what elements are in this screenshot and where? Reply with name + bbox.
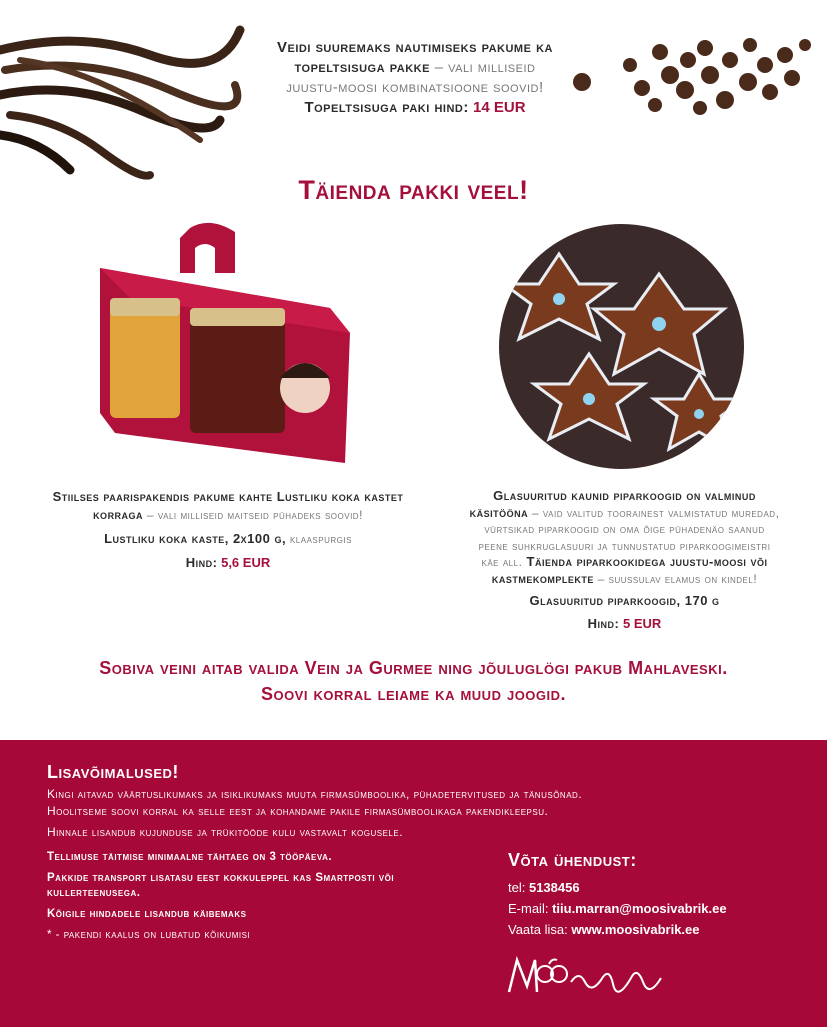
gingerbread-line5-bold: Täienda piparkookidega juustu-moosi või (522, 554, 768, 569)
moosivabrik-logo (505, 952, 665, 1002)
sauce-description (48, 488, 408, 578)
gingerbread-line2-lite: – vaid valitud toorainest valmistatud muredad, (528, 505, 780, 520)
gingerbread-title: Glasuuritud kaunid piparkoogid on valminud (493, 488, 756, 503)
email-label: E-mail: (508, 901, 549, 916)
double-pack-bold: topeltsisuga pakke (294, 59, 430, 76)
gingerbread-product: Glasuuritud piparkoogid, 170 g (529, 593, 720, 608)
drinks-line1: Sobiva veini aitab valida Vein ja Gurmee ning jõuluglögi pakub Mahlaveski. (99, 658, 728, 678)
drinks-note (0, 655, 827, 707)
peppercorn-image (560, 30, 820, 120)
contact-heading: Võta ühendust: (508, 850, 637, 870)
gingerbread-line2-bold: käsitööna (469, 504, 529, 520)
gingerbread-line6-lite: – suussulav elamus on kindel! (593, 571, 758, 586)
double-pack-line1: Veidi suuremaks nautimiseks pakume ka (277, 39, 553, 56)
gingerbread-price: 5 EUR (623, 615, 662, 631)
web-label: Vaata lisa: (508, 922, 568, 937)
sauce-product-lite: klaaspurgis (286, 532, 352, 546)
vanilla-image (0, 10, 245, 180)
footer-para1: Kingi aitavad väärtuslikumaks ja isiklikumaks muuta firmasümboolika, pühadetervitused ja tänusõnad. (47, 787, 583, 801)
gingerbread-price-label: Hind: (587, 615, 620, 631)
drinks-line2: Soovi korral leiame ka muud joogid. (260, 684, 567, 704)
gingerbread-description (452, 488, 797, 632)
sauce-price: 5,6 EUR (221, 555, 271, 570)
double-pack-price-label: Topeltsisuga paki hind: (304, 99, 469, 116)
double-pack-price: 14 EUR (473, 99, 526, 116)
double-pack-lite: – vali milliseid (429, 59, 536, 76)
footer-note3: Kõigile hindadele lisandub käibemaks (47, 908, 247, 920)
gingerbread-line4: peene suhkruglasuuri ja tunnustatud piparkoogimeistri (478, 538, 771, 553)
email-link[interactable]: tiiu.marran@moosivabrik.ee (552, 901, 727, 916)
jam-box-image (95, 218, 370, 473)
footer-para3: Hinnale lisandub kujunduse ja trükitööde kulu vastavalt kogusele. (47, 825, 404, 839)
gingerbread-line6-bold: kastmekomplekte (491, 570, 594, 586)
contact-block (508, 850, 798, 940)
double-pack-line3: juustu-moosi kombinatsioone soovid! (286, 79, 544, 96)
tel-label: tel: (508, 880, 526, 895)
footer-note2: Pakkide transport lisatasu eest kokkuleppel kas Smartposti või kullerteenusega. (47, 872, 395, 899)
top-section (0, 0, 827, 185)
footer-heading: Lisavõimalused! (47, 762, 179, 782)
sauce-desc-bold: Stiilses paarispakendis pakume kahte Lustliku koka kastet korraga (52, 489, 404, 522)
footer-note4: * - pakendi kaalus on lubatud kõikumisi (47, 929, 251, 941)
sauce-price-label: Hind: (185, 555, 218, 570)
footer-paragraph (47, 786, 767, 841)
gingerbread-image (499, 224, 744, 469)
double-pack-text (245, 38, 585, 118)
page-heading: Täienda pakki veel! (298, 175, 529, 205)
footer (0, 740, 827, 1027)
footer-note1: Tellimuse täitmise minimaalne tähtaeg on 3 tööpäeva. (47, 851, 333, 863)
footer-para2: Hoolitseme soovi korral ka selle eest ja kohandame pakile firmasümboolikaga pakendikleepsu. (47, 804, 549, 818)
tel-value[interactable]: 5138456 (528, 880, 580, 895)
web-link[interactable]: www.moosivabrik.ee (571, 922, 700, 937)
sauce-product: Lustliku koka kaste, 2x100 g, (104, 531, 287, 546)
gingerbread-line3: vürtsikad piparkoogid on oma õige pühadenäo saanud (484, 522, 765, 536)
sauce-desc-lite: – vali milliseid maitseid pühadeks soovid! (143, 508, 363, 522)
footer-notes (47, 850, 467, 949)
gingerbread-line5-lite: käe all. (481, 555, 523, 569)
